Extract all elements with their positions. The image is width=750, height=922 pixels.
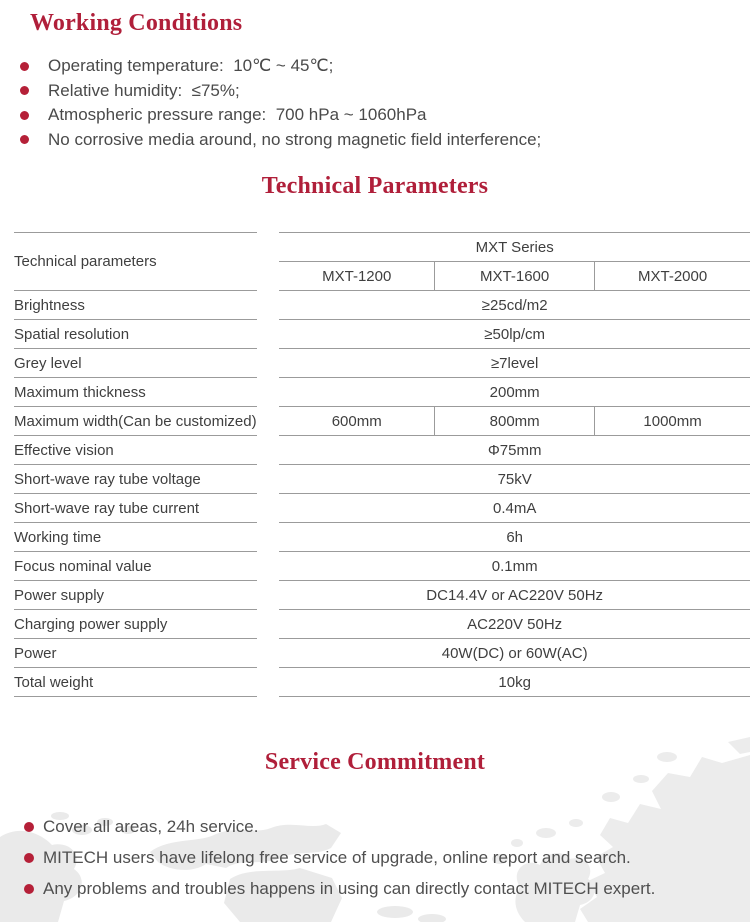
working-conditions-heading: Working Conditions [30, 10, 243, 36]
table-corner-label: Technical parameters [14, 233, 257, 291]
row-label: Maximum thickness [14, 378, 257, 407]
row-label: Total weight [14, 668, 257, 697]
model-cell: MXT-1200 [279, 262, 434, 291]
table-row [14, 407, 750, 436]
model-cell: MXT-2000 [595, 262, 750, 291]
row-label: Spatial resolution [14, 320, 257, 349]
row-value: 0.4mA [279, 494, 750, 523]
row-label: Grey level [14, 349, 257, 378]
list-item [0, 103, 750, 128]
row-value: DC14.4V or AC220V 50Hz [279, 581, 750, 610]
table-row [14, 465, 750, 494]
list-item [0, 811, 750, 842]
row-label: Brightness [14, 291, 257, 320]
row-label: Effective vision [14, 436, 257, 465]
service-text: Any problems and troubles happens in using can directly contact MITECH expert. [43, 878, 656, 898]
table-row [14, 494, 750, 523]
bullet-dot-icon [20, 62, 29, 71]
row-value: AC220V 50Hz [279, 610, 750, 639]
row-label: Charging power supply [14, 610, 257, 639]
row-value: ≥25cd/m2 [279, 291, 750, 320]
bullet-dot-icon [20, 86, 29, 95]
list-item [0, 79, 750, 104]
table-row [14, 291, 750, 320]
row-value: ≥50lp/cm [279, 320, 750, 349]
row-label: Power supply [14, 581, 257, 610]
column-gap [257, 233, 280, 291]
bullet-dot-icon [24, 822, 34, 832]
list-item [0, 128, 750, 153]
row-value: 0.1mm [279, 552, 750, 581]
service-commitment-heading: Service Commitment [264, 749, 486, 775]
row-value: Φ75mm [279, 436, 750, 465]
list-item [0, 842, 750, 873]
row-value: 800mm [435, 407, 595, 436]
row-value: 1000mm [595, 407, 750, 436]
service-commitment-list [0, 811, 750, 904]
table-row [14, 436, 750, 465]
bullet-dot-icon [20, 111, 29, 120]
table-row [14, 639, 750, 668]
technical-parameters-table [14, 232, 750, 697]
table-row [14, 552, 750, 581]
row-value: 200mm [279, 378, 750, 407]
technical-parameters-heading: Technical Parameters [261, 173, 489, 199]
service-text: MITECH users have lifelong free service of upgrade, online report and search. [43, 847, 631, 867]
table-row [14, 523, 750, 552]
condition-text: Relative humidity: ≤75%; [48, 80, 240, 100]
row-value: 40W(DC) or 60W(AC) [279, 639, 750, 668]
row-value: ≥7level [279, 349, 750, 378]
list-item [0, 873, 750, 904]
bullet-dot-icon [24, 853, 34, 863]
row-label: Maximum width(Can be customized) [14, 407, 257, 436]
service-text: Cover all areas, 24h service. [43, 816, 259, 836]
table-header-row [14, 233, 750, 262]
row-label: Focus nominal value [14, 552, 257, 581]
model-cell: MXT-1600 [435, 262, 595, 291]
row-label: Short-wave ray tube current [14, 494, 257, 523]
row-label: Short-wave ray tube voltage [14, 465, 257, 494]
row-value: 75kV [279, 465, 750, 494]
bullet-dot-icon [20, 135, 29, 144]
row-label: Working time [14, 523, 257, 552]
table-row [14, 581, 750, 610]
condition-text: Atmospheric pressure range: 700 hPa ~ 1060hPa [48, 105, 427, 125]
table-row [14, 320, 750, 349]
table-row [14, 668, 750, 697]
series-header-cell: MXT Series [279, 233, 750, 262]
row-label: Power [14, 639, 257, 668]
row-value: 10kg [279, 668, 750, 697]
condition-text: Operating temperature: 10℃ ~ 45℃; [48, 56, 334, 76]
table-row [14, 378, 750, 407]
working-conditions-list [0, 54, 750, 152]
list-item [0, 54, 750, 79]
row-value: 600mm [279, 407, 434, 436]
table-row [14, 610, 750, 639]
row-value: 6h [279, 523, 750, 552]
bullet-dot-icon [24, 884, 34, 894]
condition-text: No corrosive media around, no strong magnetic field interference; [48, 129, 542, 149]
table-row [14, 349, 750, 378]
